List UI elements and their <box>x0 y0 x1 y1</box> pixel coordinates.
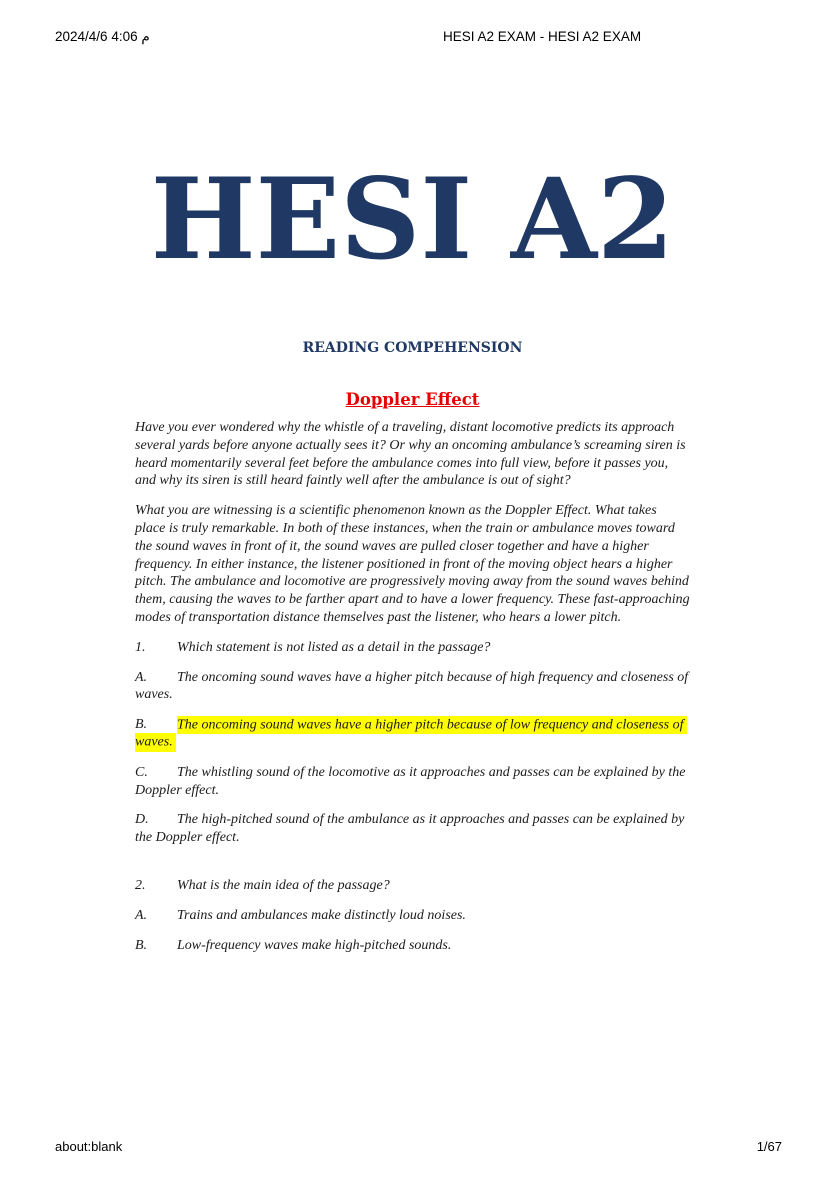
footer-url: about:blank <box>55 1139 123 1154</box>
question-text <box>135 877 690 895</box>
option-label: D. <box>135 812 149 828</box>
questions-list <box>135 639 690 955</box>
answer-option <box>135 716 690 752</box>
option-label: B. <box>135 937 148 953</box>
question-text <box>135 639 690 657</box>
main-title: HESI A2 <box>150 155 675 285</box>
question-spacer <box>135 859 690 877</box>
answer-option <box>135 907 690 925</box>
question-number: 1. <box>135 639 146 655</box>
option-label: A. <box>135 907 148 923</box>
option-text-highlighted: The oncoming sound waves have a higher pitch because of low frequency and closeness of waves. <box>135 716 687 752</box>
option-label: C. <box>135 764 148 780</box>
option-label: A. <box>135 669 148 685</box>
option-text: Low-frequency waves make high-pitched sounds. <box>177 937 452 953</box>
option-text: The high-pitched sound of the ambulance as it approaches and passes can be explained by the Doppler effect. <box>135 812 685 846</box>
passage-paragraph: Have you ever wondered why the whistle of a traveling, distant locomotive predicts its approach several yards before anyone actually sees it? Or why an oncoming ambulance’s screaming siren is heard momentarily several feet before the ambulance comes into full view, before it passes you, and why its siren is still heard faintly well after the ambulance is out of sight? <box>135 420 686 489</box>
question-number: 2. <box>135 877 146 893</box>
option-text: The oncoming sound waves have a higher pitch because of high frequency and closeness of waves. <box>135 669 689 703</box>
question-stem: Which statement is not listed as a detail in the passage? <box>177 639 491 655</box>
print-title: HESI A2 EXAM - HESI A2 EXAM <box>443 29 642 44</box>
passage-paragraphs <box>135 419 690 627</box>
print-footer <box>55 1139 782 1154</box>
option-text: Trains and ambulances make distinctly loud noises. <box>177 907 466 923</box>
passage-paragraph: What you are witnessing is a scientific phenomenon known as the Doppler Effect. What takes place is truly remarkable. In both of these instances, when the train or ambulance moves toward the sound waves in front of it, the sound waves are pulled closer together and have a higher frequency. In either instance, the listener positioned in front of the moving object hears a higher pitch. The ambulance and locomotive are progressively moving away from the sound waves behind them, causing the waves to be farther apart and to have a lower frequency. These fast-approaching modes of transportation distance themselves past the listener, who hears a lower pitch. <box>135 503 690 625</box>
footer-page-number: 1/67 <box>756 1139 782 1154</box>
answer-option <box>135 764 690 800</box>
document-content <box>135 0 690 966</box>
answer-option <box>135 811 690 847</box>
answer-option <box>135 937 690 955</box>
print-datetime: م 4:06 2024/4/6 <box>55 29 150 44</box>
option-label: B. <box>135 717 148 733</box>
question-stem: What is the main idea of the passage? <box>177 877 390 893</box>
answer-option <box>135 669 690 705</box>
section-title: READING COMPEHENSION <box>302 340 523 356</box>
option-text: The whistling sound of the locomotive as it approaches and passes can be explained by the Doppler effect. <box>135 764 686 798</box>
passage-title: Doppler Effect <box>345 390 480 409</box>
